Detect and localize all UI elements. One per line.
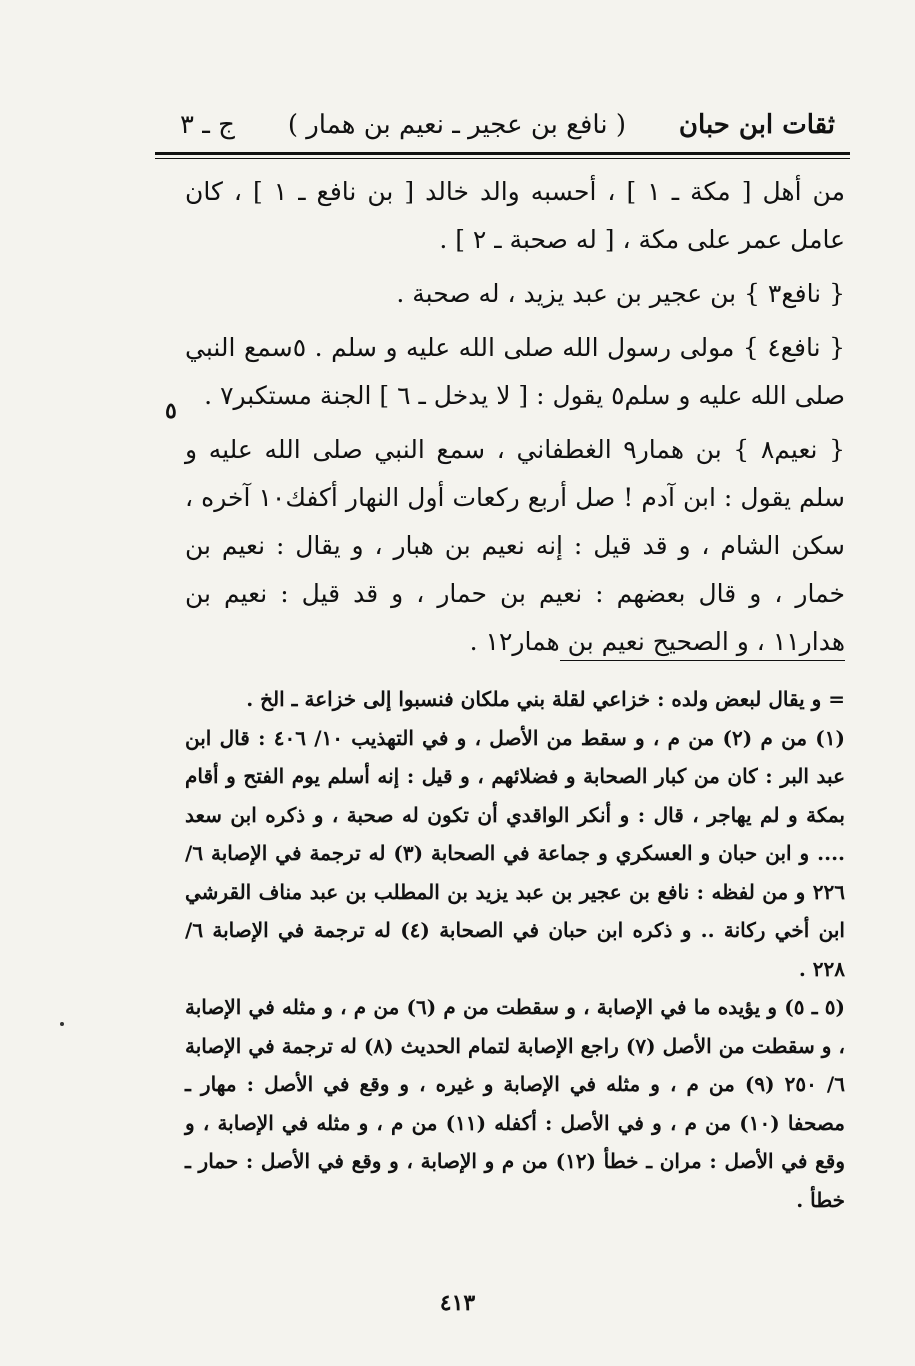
margin-line-number: ٥: [165, 398, 177, 424]
page-number: ٤١٣: [439, 1290, 476, 1316]
header-rule-thin: [155, 158, 850, 159]
footnotes: [185, 680, 845, 1219]
main-paragraph: { نعيم٨ } بن همار٩ الغطفاني ، سمع النبي صلى الله عليه و سلم يقول : ابن آدم ! صل أربع ركعات أول النهار أكفك١٠ آخره ، سكن الشام ، و قد قيل : إنه نعيم بن هبار ، و يقال : نعيم بن خمار ، و قال بعضهم : نعيم بن حمار ، و قد قيل : نعيم بن هدار١١ ، و الصحيح نعيم بن همار١٢ .: [185, 435, 845, 656]
footnote-rule: [560, 660, 845, 661]
main-paragraph: من أهل [ مكة ـ ١ ] ، أحسبه والد خالد [ بن نافع ـ ١ ] ، كان عامل عمر على مكة ، [ له صحبة ـ ٢ ] .: [185, 177, 845, 254]
main-text: [185, 168, 845, 666]
footnote-paragraph: (٥ ـ ٥) و يؤيده ما في الإصابة ، و سقطت من م (٦) من م ، و مثله في الإصابة ، و سقطت من الأصل (٧) راجع الإصابة لتمام الحديث (٨) له ترجمة في الإصابة ٦/ ٢٥٠ (٩) من م ، و مثله في الإصابة و غيره ، و وقع في الأصل : مهار ـ مصحفا (١٠) من م ، و في الأصل : أكفله (١١) من م ، و مثله في الإصابة ، و وقع في الأصل : مران ـ خطأ (١٢) من م و الإصابة ، و وقع في الأصل : حمار ـ خطأ .: [185, 995, 845, 1212]
main-paragraph: { نافع٤ } مولى رسول الله صلى الله عليه و سلم . ٥سمع النبي صلى الله عليه و سلم٥ يقول : [ لا يدخل ـ ٦ ] الجنة مستكبر٧ .: [185, 333, 845, 410]
footnote-paragraph: (١) من م (٢) من م ، و سقط من الأصل ، و في التهذيب ١٠/ ٤٠٦ : قال ابن عبد البر : كان من كبار الصحابة و فضلائهم ، و قيل : إنه أسلم يوم الفتح و أقام بمكة و لم يهاجر ، قال : و أنكر الواقدي أن تكون له صحبة ، و ذكره ابن سعد .... و ابن حبان و العسكري و جماعة في الصحابة (٣) له ترجمة في الإصابة ٦/ ٢٢٦ و من لفظه : نافع بن عجير بن عبد يزيد بن المطلب بن عبد مناف القرشي ابن أخي ركانة .. و ذكره ابن حبان في الصحابة (٤) له ترجمة في الإصابة ٦/ ٢٢٨ .: [185, 725, 846, 981]
running-header: [180, 100, 835, 150]
scan-speck: [60, 1022, 64, 1026]
main-paragraph: { نافع٣ } بن عجير بن عبد يزيد ، له صحبة .: [396, 279, 845, 308]
header-rule-thick: [155, 152, 850, 155]
section-title: ( نافع بن عجير ـ نعيم بن همار ): [287, 110, 626, 140]
book-title: ثقات ابن حبان: [678, 110, 835, 140]
volume-label: ج ـ ٣: [180, 110, 235, 140]
footnote-paragraph: = و يقال لبعض ولده : خزاعي لقلة بني ملكان فنسبوا إلى خزاعة ـ الخ .: [246, 687, 845, 711]
